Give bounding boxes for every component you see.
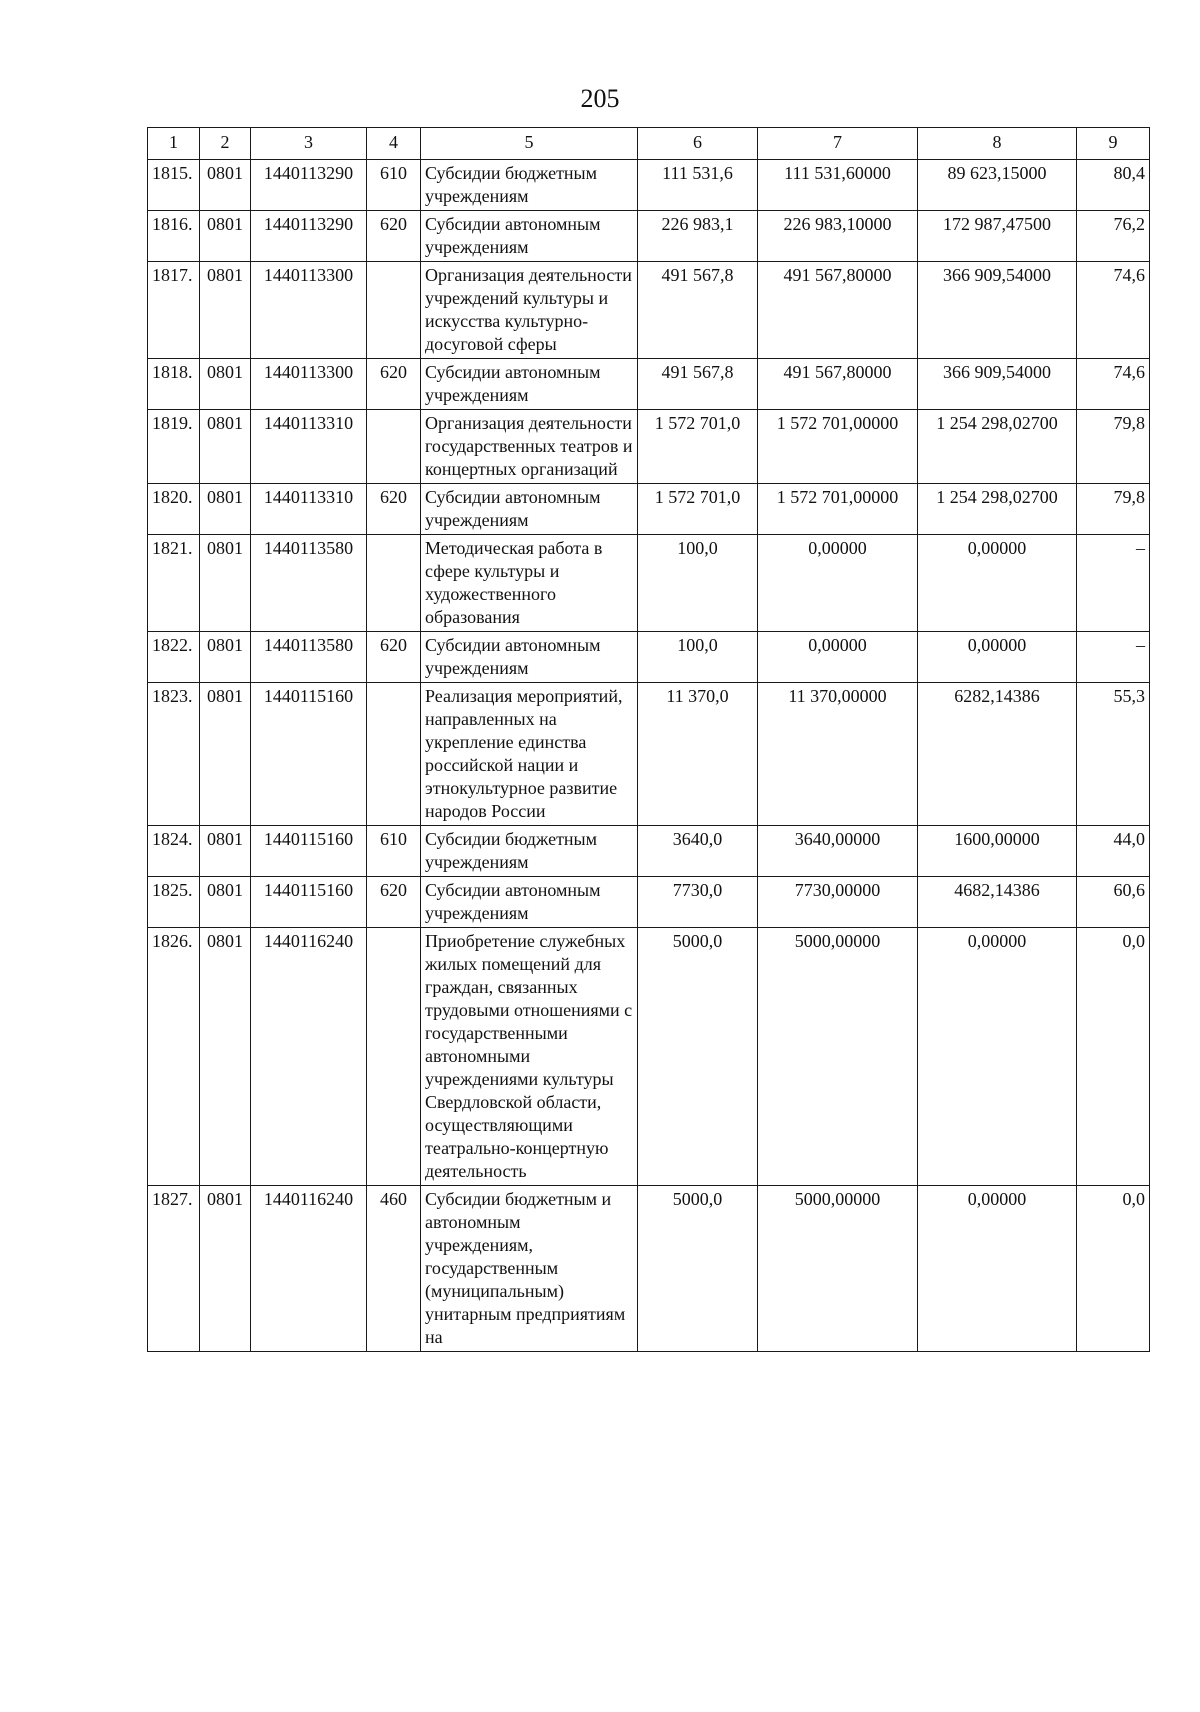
expense-type-cell: 620 bbox=[367, 211, 421, 262]
approved-amount-cell: 111 531,6 bbox=[638, 160, 758, 211]
limit-amount-cell: 5000,00000 bbox=[758, 928, 918, 1186]
expense-type-cell: 620 bbox=[367, 877, 421, 928]
row-number-cell: 1827. bbox=[148, 1186, 200, 1352]
section-code-cell: 0801 bbox=[200, 359, 251, 410]
column-header-2: 2 bbox=[200, 128, 251, 160]
execution-percent-cell: 79,8 bbox=[1077, 484, 1150, 535]
approved-amount-cell: 100,0 bbox=[638, 535, 758, 632]
target-article-cell: 1440113290 bbox=[251, 211, 367, 262]
target-article-cell: 1440115160 bbox=[251, 826, 367, 877]
executed-amount-cell: 1 254 298,02700 bbox=[918, 410, 1077, 484]
execution-percent-cell: 0,0 bbox=[1077, 1186, 1150, 1352]
table-row bbox=[148, 877, 1150, 928]
approved-amount-cell: 491 567,8 bbox=[638, 262, 758, 359]
limit-amount-cell: 1 572 701,00000 bbox=[758, 484, 918, 535]
row-number-cell: 1824. bbox=[148, 826, 200, 877]
row-number-cell: 1826. bbox=[148, 928, 200, 1186]
execution-percent-cell: 55,3 bbox=[1077, 683, 1150, 826]
section-code-cell: 0801 bbox=[200, 877, 251, 928]
item-name-cell: Методическая работа в сфере культуры и художественного образования bbox=[421, 535, 638, 632]
executed-amount-cell: 172 987,47500 bbox=[918, 211, 1077, 262]
row-number-cell: 1820. bbox=[148, 484, 200, 535]
row-number-cell: 1815. bbox=[148, 160, 200, 211]
item-name-cell: Реализация мероприятий, направленных на укрепление единства российской нации и этнокультурное развитие народов России bbox=[421, 683, 638, 826]
approved-amount-cell: 5000,0 bbox=[638, 928, 758, 1186]
target-article-cell: 1440116240 bbox=[251, 928, 367, 1186]
item-name-cell: Организация деятельности учреждений культуры и искусства культурно-досуговой сферы bbox=[421, 262, 638, 359]
section-code-cell: 0801 bbox=[200, 535, 251, 632]
section-code-cell: 0801 bbox=[200, 211, 251, 262]
execution-percent-cell: 80,4 bbox=[1077, 160, 1150, 211]
section-code-cell: 0801 bbox=[200, 484, 251, 535]
expense-type-cell bbox=[367, 535, 421, 632]
section-code-cell: 0801 bbox=[200, 160, 251, 211]
executed-amount-cell: 366 909,54000 bbox=[918, 262, 1077, 359]
executed-amount-cell: 366 909,54000 bbox=[918, 359, 1077, 410]
approved-amount-cell: 100,0 bbox=[638, 632, 758, 683]
table-row bbox=[148, 484, 1150, 535]
approved-amount-cell: 491 567,8 bbox=[638, 359, 758, 410]
budget-table bbox=[147, 127, 1150, 1352]
table-row bbox=[148, 826, 1150, 877]
table-row bbox=[148, 1186, 1150, 1352]
target-article-cell: 1440115160 bbox=[251, 683, 367, 826]
column-header-6: 6 bbox=[638, 128, 758, 160]
row-number-cell: 1819. bbox=[148, 410, 200, 484]
limit-amount-cell: 491 567,80000 bbox=[758, 359, 918, 410]
executed-amount-cell: 1 254 298,02700 bbox=[918, 484, 1077, 535]
limit-amount-cell: 111 531,60000 bbox=[758, 160, 918, 211]
table-row bbox=[148, 359, 1150, 410]
expense-type-cell: 460 bbox=[367, 1186, 421, 1352]
limit-amount-cell: 226 983,10000 bbox=[758, 211, 918, 262]
column-header-1: 1 bbox=[148, 128, 200, 160]
table-row bbox=[148, 632, 1150, 683]
limit-amount-cell: 491 567,80000 bbox=[758, 262, 918, 359]
row-number-cell: 1825. bbox=[148, 877, 200, 928]
expense-type-cell bbox=[367, 262, 421, 359]
expense-type-cell bbox=[367, 410, 421, 484]
limit-amount-cell: 0,00000 bbox=[758, 535, 918, 632]
table-row bbox=[148, 928, 1150, 1186]
approved-amount-cell: 7730,0 bbox=[638, 877, 758, 928]
approved-amount-cell: 3640,0 bbox=[638, 826, 758, 877]
section-code-cell: 0801 bbox=[200, 1186, 251, 1352]
row-number-cell: 1822. bbox=[148, 632, 200, 683]
table-header-row bbox=[148, 128, 1150, 160]
section-code-cell: 0801 bbox=[200, 632, 251, 683]
table-body bbox=[148, 160, 1150, 1352]
executed-amount-cell: 0,00000 bbox=[918, 1186, 1077, 1352]
column-header-8: 8 bbox=[918, 128, 1077, 160]
section-code-cell: 0801 bbox=[200, 683, 251, 826]
target-article-cell: 1440113310 bbox=[251, 410, 367, 484]
table-row bbox=[148, 410, 1150, 484]
column-header-3: 3 bbox=[251, 128, 367, 160]
item-name-cell: Субсидии автономным учреждениям bbox=[421, 359, 638, 410]
item-name-cell: Субсидии автономным учреждениям bbox=[421, 211, 638, 262]
table-row bbox=[148, 160, 1150, 211]
executed-amount-cell: 1600,00000 bbox=[918, 826, 1077, 877]
target-article-cell: 1440113300 bbox=[251, 262, 367, 359]
section-code-cell: 0801 bbox=[200, 262, 251, 359]
table-row bbox=[148, 262, 1150, 359]
execution-percent-cell: – bbox=[1077, 632, 1150, 683]
expense-type-cell bbox=[367, 928, 421, 1186]
item-name-cell: Субсидии автономным учреждениям bbox=[421, 484, 638, 535]
execution-percent-cell: 74,6 bbox=[1077, 262, 1150, 359]
target-article-cell: 1440115160 bbox=[251, 877, 367, 928]
executed-amount-cell: 0,00000 bbox=[918, 928, 1077, 1186]
execution-percent-cell: 79,8 bbox=[1077, 410, 1150, 484]
expense-type-cell: 620 bbox=[367, 359, 421, 410]
item-name-cell: Субсидии бюджетным и автономным учреждениям, государственным (муниципальным) унитарным предприятиям на bbox=[421, 1186, 638, 1352]
item-name-cell: Организация деятельности государственных театров и концертных организаций bbox=[421, 410, 638, 484]
approved-amount-cell: 11 370,0 bbox=[638, 683, 758, 826]
table-row bbox=[148, 535, 1150, 632]
target-article-cell: 1440116240 bbox=[251, 1186, 367, 1352]
expense-type-cell: 610 bbox=[367, 160, 421, 211]
section-code-cell: 0801 bbox=[200, 826, 251, 877]
item-name-cell: Субсидии автономным учреждениям bbox=[421, 632, 638, 683]
limit-amount-cell: 7730,00000 bbox=[758, 877, 918, 928]
target-article-cell: 1440113300 bbox=[251, 359, 367, 410]
target-article-cell: 1440113310 bbox=[251, 484, 367, 535]
row-number-cell: 1816. bbox=[148, 211, 200, 262]
page-number: 205 bbox=[580, 84, 620, 113]
section-code-cell: 0801 bbox=[200, 410, 251, 484]
target-article-cell: 1440113290 bbox=[251, 160, 367, 211]
limit-amount-cell: 5000,00000 bbox=[758, 1186, 918, 1352]
target-article-cell: 1440113580 bbox=[251, 535, 367, 632]
expense-type-cell: 620 bbox=[367, 484, 421, 535]
expense-type-cell: 620 bbox=[367, 632, 421, 683]
executed-amount-cell: 4682,14386 bbox=[918, 877, 1077, 928]
execution-percent-cell: 76,2 bbox=[1077, 211, 1150, 262]
approved-amount-cell: 1 572 701,0 bbox=[638, 410, 758, 484]
target-article-cell: 1440113580 bbox=[251, 632, 367, 683]
expense-type-cell: 610 bbox=[367, 826, 421, 877]
execution-percent-cell: 0,0 bbox=[1077, 928, 1150, 1186]
column-header-7: 7 bbox=[758, 128, 918, 160]
column-header-9: 9 bbox=[1077, 128, 1150, 160]
approved-amount-cell: 1 572 701,0 bbox=[638, 484, 758, 535]
table-row bbox=[148, 211, 1150, 262]
row-number-cell: 1818. bbox=[148, 359, 200, 410]
execution-percent-cell: 44,0 bbox=[1077, 826, 1150, 877]
item-name-cell: Приобретение служебных жилых помещений для граждан, связанных трудовыми отношениями с государственными автономными учреждениями культуры Свердловской области, осуществляющими театрально-концертную деятельность bbox=[421, 928, 638, 1186]
executed-amount-cell: 0,00000 bbox=[918, 535, 1077, 632]
executed-amount-cell: 89 623,15000 bbox=[918, 160, 1077, 211]
approved-amount-cell: 5000,0 bbox=[638, 1186, 758, 1352]
limit-amount-cell: 3640,00000 bbox=[758, 826, 918, 877]
expense-type-cell bbox=[367, 683, 421, 826]
column-header-5: 5 bbox=[421, 128, 638, 160]
item-name-cell: Субсидии бюджетным учреждениям bbox=[421, 160, 638, 211]
limit-amount-cell: 11 370,00000 bbox=[758, 683, 918, 826]
limit-amount-cell: 0,00000 bbox=[758, 632, 918, 683]
row-number-cell: 1821. bbox=[148, 535, 200, 632]
execution-percent-cell: 74,6 bbox=[1077, 359, 1150, 410]
limit-amount-cell: 1 572 701,00000 bbox=[758, 410, 918, 484]
execution-percent-cell: 60,6 bbox=[1077, 877, 1150, 928]
table-row bbox=[148, 683, 1150, 826]
approved-amount-cell: 226 983,1 bbox=[638, 211, 758, 262]
execution-percent-cell: – bbox=[1077, 535, 1150, 632]
row-number-cell: 1823. bbox=[148, 683, 200, 826]
item-name-cell: Субсидии бюджетным учреждениям bbox=[421, 826, 638, 877]
row-number-cell: 1817. bbox=[148, 262, 200, 359]
section-code-cell: 0801 bbox=[200, 928, 251, 1186]
executed-amount-cell: 6282,14386 bbox=[918, 683, 1077, 826]
executed-amount-cell: 0,00000 bbox=[918, 632, 1077, 683]
column-header-4: 4 bbox=[367, 128, 421, 160]
item-name-cell: Субсидии автономным учреждениям bbox=[421, 877, 638, 928]
